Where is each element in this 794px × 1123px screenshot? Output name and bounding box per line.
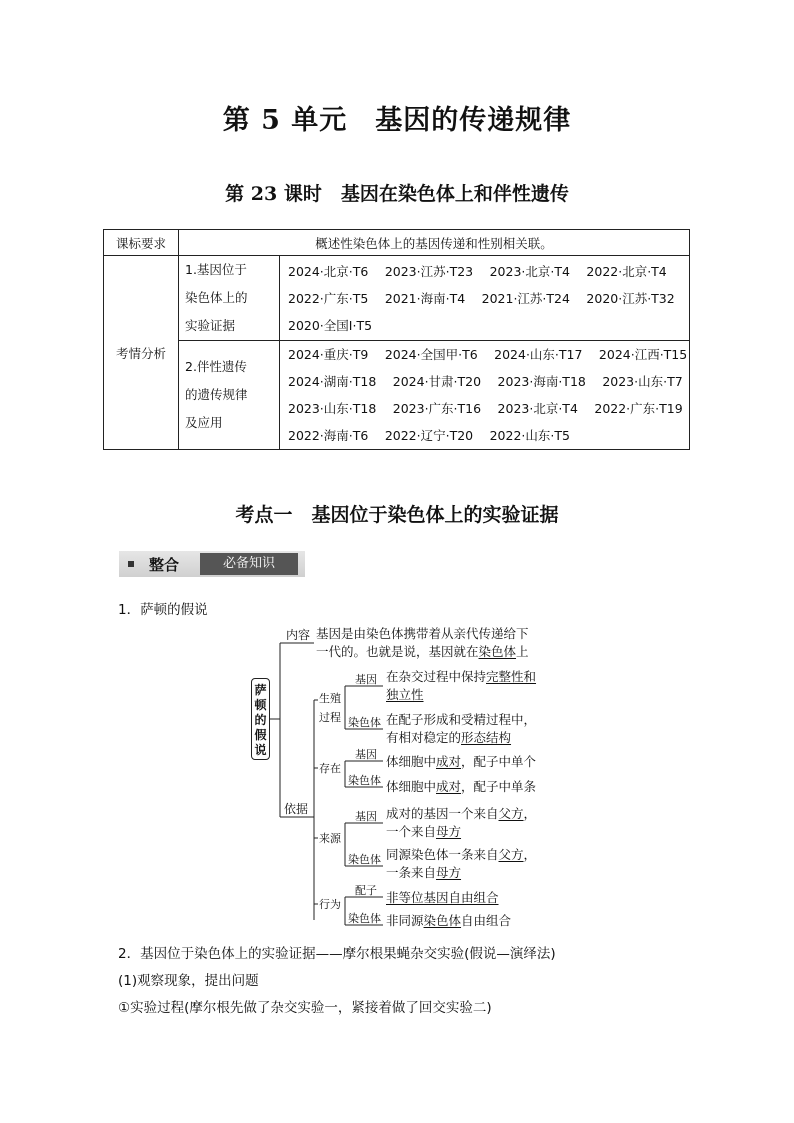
gene-label: 基因 [355, 810, 377, 823]
root-char: 的 [254, 713, 267, 727]
source-gene-line-2 [386, 825, 461, 839]
blank-answer: 完整性和 [486, 669, 537, 684]
blank-answer: 染色体 [423, 913, 462, 928]
blank-answer: 母方 [436, 865, 462, 880]
lesson-title: 第 23 课时 基因在染色体上和伴性遗传 [225, 183, 569, 205]
behavior-label: 行为 [319, 898, 341, 911]
exam-line: 2022·广东·T5 2021·海南·T4 2021·江苏·T24 2020·江苏·T32 [288, 290, 675, 306]
topic-line: 1.基因位于 [185, 262, 247, 277]
text: 一个来自 [386, 824, 437, 839]
exist-label: 存在 [319, 762, 341, 775]
blank-answer: 父方 [498, 847, 524, 862]
topic-line: 的遗传规律 [185, 387, 248, 402]
repro-chrom-line-2 [386, 731, 511, 745]
blank-answer: 父方 [498, 806, 524, 821]
repro-label-1: 生殖 [319, 692, 341, 705]
blank-answer: 形态结构 [461, 730, 512, 745]
text: 同源染色体一条来自 [386, 847, 499, 862]
text: 体细胞中 [386, 779, 437, 794]
item-2-heading: 2．基因位于染色体上的实验证据——摩尔根果蝇杂交实验(假说—演绎法) [118, 946, 556, 962]
exist-chrom-line [386, 780, 536, 794]
item-2-2: ①实验过程(摩尔根先做了杂交实验一，紧接着做了回交实验二) [118, 1000, 492, 1016]
blank-answer: 成对 [436, 779, 462, 794]
standards-label: 课标要求 [104, 230, 179, 256]
exam-line: 2024·重庆·T9 2024·全国甲·T6 2024·山东·T17 2024·江西·T15 [288, 347, 688, 362]
diagram-root-box [251, 678, 270, 760]
gene-label: 基因 [355, 748, 377, 761]
source-chrom-line-1 [386, 848, 536, 862]
basis-label: 依据 [284, 802, 309, 816]
exam-line: 2022·海南·T6 2022·辽宁·T20 2022·山东·T5 [288, 428, 570, 443]
gamete-label: 配子 [355, 884, 377, 897]
text: 自由组合 [461, 913, 512, 928]
gene-label: 基因 [355, 673, 377, 686]
item-2-1: (1)观察现象，提出问题 [118, 973, 259, 989]
topic-line: 染色体上的 [185, 290, 248, 305]
text: 上 [516, 644, 529, 659]
blank-answer: 非等位基因自由组合 [386, 890, 499, 905]
analysis-label: 考情分析 [104, 256, 179, 450]
content-line-1: 基因是由染色体携带着从亲代传递给下 [316, 626, 529, 641]
behavior-chrom-line [386, 914, 511, 928]
root-char: 萨 [254, 683, 267, 697]
blank-answer: 母方 [436, 824, 462, 839]
exam-line: 2024·湖南·T18 2024·甘肃·T20 2023·海南·T18 2023·山东·T7 [288, 374, 683, 389]
exam-line: 2024·北京·T6 2023·江苏·T23 2023·北京·T4 2022·北京·T4 [288, 263, 667, 279]
content-label: 内容 [286, 628, 311, 642]
repro-label-2: 过程 [319, 711, 341, 724]
content-line-2 [316, 645, 529, 659]
text: ，配子中单条 [461, 779, 537, 794]
topic-line: 2.伴性遗传 [185, 359, 247, 374]
root-char: 假 [254, 728, 267, 742]
band-label: 整合 [149, 556, 180, 574]
text: ， [523, 806, 537, 821]
root-char: 说 [254, 743, 267, 757]
chrom-label: 染色体 [348, 774, 381, 787]
standards-content: 概述性染色体上的基因传递和性别相关联。 [179, 230, 690, 256]
root-char: 顿 [254, 698, 267, 712]
source-label: 来源 [319, 832, 341, 845]
topic-line: 及应用 [185, 415, 223, 430]
exam-line: 2020·全国Ⅰ·T5 [288, 317, 373, 333]
text: 成对的基因一个来自 [386, 806, 499, 821]
text: 体细胞中 [386, 754, 437, 769]
text: 一代的。也就是说，基因就在 [316, 644, 479, 659]
text: 有相对稳定的 [386, 730, 462, 745]
topic-line: 实验证据 [185, 318, 236, 333]
repro-gene-line-1 [386, 670, 536, 684]
exam-line: 2023·山东·T18 2023·广东·T16 2023·北京·T4 2022·广东·T19 [288, 401, 683, 416]
chrom-label: 染色体 [348, 853, 381, 866]
text: ，配子中单个 [461, 754, 537, 769]
repro-chrom-line-1: 在配子形成和受精过程中， [386, 712, 537, 727]
chrom-label: 染色体 [348, 716, 381, 729]
chrom-label: 染色体 [348, 912, 381, 925]
item-1-heading: 1．萨顿的假说 [118, 602, 208, 618]
topic-heading: 考点一 基因位于染色体上的实验证据 [235, 504, 559, 526]
exist-gene-line [386, 755, 536, 769]
blank-answer: 独立性 [386, 687, 424, 702]
blank-answer: 染色体 [478, 644, 517, 659]
text: ， [523, 847, 537, 862]
repro-gene-line-2 [386, 688, 424, 702]
source-gene-line-1 [386, 807, 536, 821]
unit-title: 第 5 单元 基因的传递规律 [222, 105, 572, 136]
text: 非同源 [386, 913, 424, 928]
text: 在杂交过程中保持 [386, 669, 487, 684]
behavior-gamete-line [386, 891, 499, 905]
text: 一条来自 [386, 865, 437, 880]
blank-answer: 成对 [436, 754, 462, 769]
band-tag: 必备知识 [200, 553, 298, 575]
source-chrom-line-2 [386, 866, 461, 880]
